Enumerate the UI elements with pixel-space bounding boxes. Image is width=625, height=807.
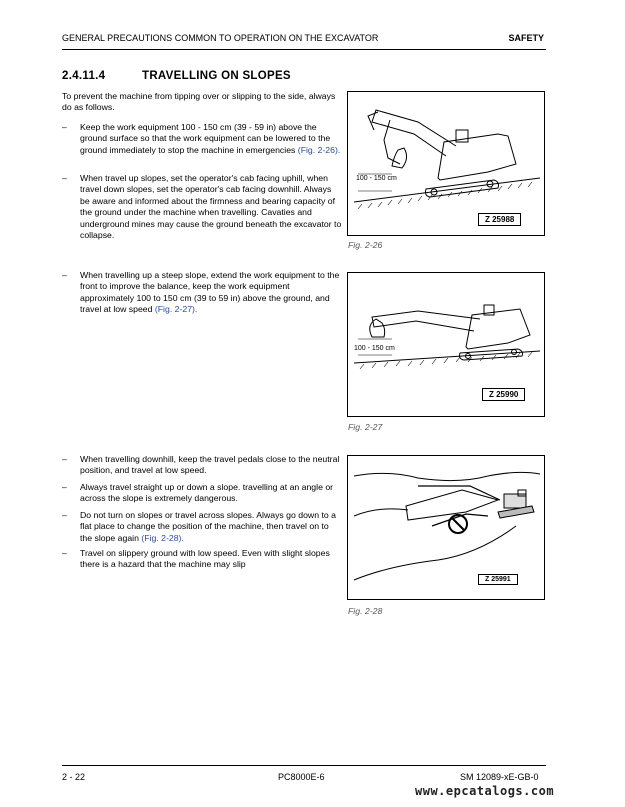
figure-2-28: [347, 455, 545, 600]
document-number: SM 12089-xE-GB-0: [460, 772, 539, 782]
list-item-text: Always travel straight up or down a slope. travelling at an angle or across the slope is extremely dangerous.: [80, 482, 334, 504]
list-item-text: Keep the work equipment 100 - 150 cm (39 - 59 in) above the ground surface so that the work equipment can be lowered to the ground immediately to stop the machine in emergencies: [80, 122, 331, 155]
dimension-label: 100 - 150 cm: [354, 345, 395, 352]
figure-link[interactable]: (Fig. 2-26).: [297, 144, 341, 155]
section-number: 2.4.11.4: [62, 70, 106, 82]
figure-tag: Z 25988: [478, 213, 521, 226]
list-item-text: Travel on slippery ground with low speed. Even with slight slopes there is a hazard that the machine may slip: [80, 548, 330, 570]
figure-link[interactable]: (Fig. 2-27).: [154, 304, 198, 315]
section-title: TRAVELLING ON SLOPES: [142, 70, 291, 82]
figure-caption: Fig. 2-27: [348, 422, 383, 432]
header-title: GENERAL PRECAUTIONS COMMON TO OPERATION ON THE EXCAVATOR: [62, 33, 379, 43]
page-number: 2 - 22: [62, 772, 86, 782]
footer-rule: [62, 765, 546, 766]
figure-caption: Fig. 2-26: [348, 240, 383, 250]
intro-paragraph: To prevent the machine from tipping over or slipping to the side, always do as follows.: [62, 91, 336, 113]
list-item-text: Do not turn on slopes or travel across slopes. Always go down to a flat place to change the position of the machine, then travel on to the slope again: [80, 510, 336, 543]
list-item-text: When travelling downhill, keep the travel pedals close to the neutral position, and travel at low speed.: [80, 454, 340, 476]
figure-link[interactable]: (Fig. 2-28).: [141, 532, 184, 543]
list-item-text: When travelling up a steep slope, extend the work equipment to the front to improve the balance, keep the work equipment approximately 100 to 150 cm (39 to 59 in) above the ground, and travel at low speed: [80, 270, 340, 315]
watermark: www.epcatalogs.com: [415, 784, 555, 798]
header-rule: [62, 49, 546, 50]
figure-2-26: [347, 91, 545, 236]
model-number: PC8000E-6: [278, 772, 325, 782]
section-heading: [62, 70, 291, 82]
figure-tag: Z 25990: [482, 388, 525, 401]
list-item-text: When travel up slopes, set the operator's cab facing uphill, when travel down slopes, set the operator's cab facing downhill. Always be aware and informed about the firmness and bearing capacity of the ground under the machine when travelling. Cavaties and underground mines may cause the ground beneath the excavator to collapse.: [80, 173, 342, 241]
figure-2-27: [347, 272, 545, 417]
figure-tag: Z 25991: [478, 574, 518, 585]
dimension-label: 100 - 150 cm: [356, 175, 397, 182]
figure-caption: Fig. 2-28: [348, 606, 383, 616]
header-section: SAFETY: [508, 33, 544, 43]
